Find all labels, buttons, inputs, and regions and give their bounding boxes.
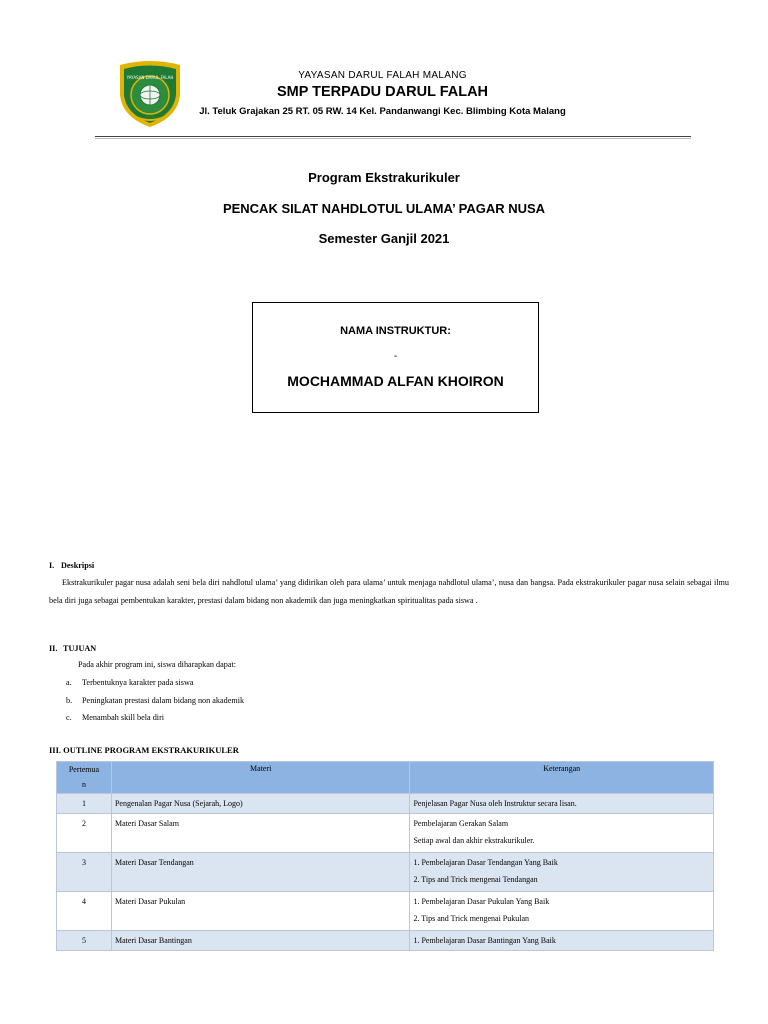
cell-no: 5 bbox=[57, 931, 112, 951]
section-2-heading bbox=[49, 644, 96, 653]
list-text: Menambah skill bela diri bbox=[82, 713, 165, 722]
instructor-name: MOCHAMMAD ALFAN KHOIRON bbox=[287, 373, 504, 389]
table-row bbox=[57, 814, 714, 853]
section-3-heading: III. OUTLINE PROGRAM EKSTRAKURIKULER bbox=[49, 745, 239, 755]
section-2-title: TUJUAN bbox=[63, 644, 97, 653]
header-meeting-b: n bbox=[81, 780, 86, 789]
cell-materi: Materi Dasar Salam bbox=[111, 814, 410, 853]
header-meeting-a: Pertemua bbox=[68, 765, 100, 774]
list-item bbox=[66, 678, 194, 687]
outline-table bbox=[56, 761, 714, 951]
cell-materi: Materi Dasar Tendangan bbox=[111, 853, 410, 892]
program-subtitle: PENCAK SILAT NAHDLOTUL ULAMA’ PAGAR NUSA bbox=[222, 201, 546, 216]
school-logo bbox=[116, 59, 184, 129]
cell-keterangan bbox=[410, 892, 714, 931]
cell-keterangan-line: Pembelajaran Gerakan Salam bbox=[413, 819, 509, 828]
list-text: Terbentuknya karakter pada siswa bbox=[82, 678, 194, 687]
table-row bbox=[57, 931, 714, 951]
cell-keterangan bbox=[410, 931, 714, 951]
instructor-label: NAMA INSTRUKTUR: bbox=[340, 325, 451, 337]
section-1-numeral: I. bbox=[49, 561, 55, 570]
school-address: Jl. Teluk Grajakan 25 RT. 05 RW. 14 Kel. Pandanwangi Kec. Blimbing Kota Malang bbox=[199, 106, 566, 117]
cell-keterangan-line: Setiap awal dan akhir ekstrakurikuler. bbox=[413, 836, 535, 845]
cell-materi: Pengenalan Pagar Nusa (Sejarah, Logo) bbox=[111, 794, 410, 814]
table-header-row bbox=[57, 762, 714, 794]
cell-keterangan-line: 1. Pembelajaran Dasar Bantingan Yang Baik bbox=[413, 936, 556, 945]
cell-keterangan-line: 1. Pembelajaran Dasar Pukulan Yang Baik bbox=[413, 897, 550, 906]
table-row bbox=[57, 853, 714, 892]
cell-keterangan-line: 2. Tips and Trick mengenai Pukulan bbox=[413, 914, 530, 923]
cell-keterangan-line: 1. Pembelajaran Dasar Tendangan Yang Baik bbox=[413, 858, 558, 867]
list-item bbox=[66, 713, 164, 722]
cell-no: 4 bbox=[57, 892, 112, 931]
section-2-numeral: II. bbox=[49, 644, 58, 653]
list-text: Peningkatan prestasi dalam bidang non akademik bbox=[82, 696, 245, 705]
list-marker: a. bbox=[66, 678, 72, 687]
instructor-dash: - bbox=[393, 351, 398, 362]
cell-materi: Materi Dasar Bantingan bbox=[111, 931, 410, 951]
letterhead-divider bbox=[95, 136, 691, 139]
cell-keterangan bbox=[410, 853, 714, 892]
list-item bbox=[66, 696, 244, 705]
cell-keterangan bbox=[410, 814, 714, 853]
table-row bbox=[57, 892, 714, 931]
cell-no: 2 bbox=[57, 814, 112, 853]
cell-keterangan-line: Penjelasan Pagar Nusa oleh Instruktur secara lisan. bbox=[413, 799, 577, 808]
cell-keterangan-line: 2. Tips and Trick mengenai Tendangan bbox=[413, 875, 538, 884]
program-title: Program Ekstrakurikuler bbox=[308, 170, 460, 185]
foundation-name: YAYASAN DARUL FALAH MALANG bbox=[298, 70, 467, 81]
logo-text: YAYASAN DARUL FALAH bbox=[126, 75, 174, 80]
header-keterangan: Keterangan bbox=[410, 762, 714, 794]
section-1-description: Ekstrakurikuler pagar nusa adalah seni bela diri nahdlotul ulama’ yang didirikan oleh para ulama’ untuk menjaga nahdlotul ulama’, nusa dan bangsa. Pada ekstrakurikuler pagar nusa selain sebagai ilmu bela diri juga sebagai pembentukan karakter, prestasi dalam bidang non akademik dan juga meningkatkan spiritualitas pada siswa . bbox=[49, 578, 729, 605]
cell-keterangan bbox=[410, 794, 714, 814]
cell-materi: Materi Dasar Pukulan bbox=[111, 892, 410, 931]
section-2-intro: Pada akhir program ini, siswa diharapkan dapat: bbox=[78, 660, 237, 669]
semester-title: Semester Ganjil 2021 bbox=[318, 231, 450, 246]
list-marker: b. bbox=[66, 696, 73, 705]
cell-no: 1 bbox=[57, 794, 112, 814]
table-row bbox=[57, 794, 714, 814]
cell-no: 3 bbox=[57, 853, 112, 892]
instructor-box bbox=[252, 302, 539, 413]
school-name: SMP TERPADU DARUL FALAH bbox=[276, 84, 489, 100]
section-1-title: Deskripsi bbox=[61, 561, 95, 570]
header-materi: Materi bbox=[111, 762, 410, 794]
list-marker: c. bbox=[66, 713, 72, 722]
header-meeting bbox=[57, 762, 112, 794]
section-1-heading bbox=[49, 561, 94, 570]
